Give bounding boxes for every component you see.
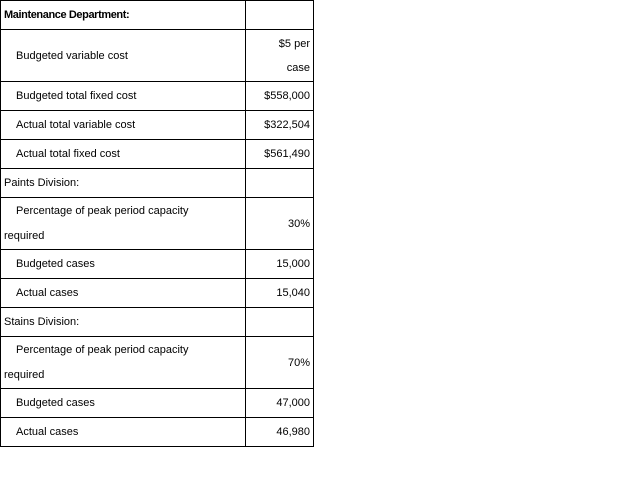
empty-cell <box>246 1 314 30</box>
empty-cell <box>246 169 314 198</box>
table-row <box>1 169 314 198</box>
paints-division-header: Paints Division: <box>1 169 246 198</box>
stains-capacity-percentage-value: 70% <box>246 337 314 389</box>
actual-total-fixed-cost-value: $561,490 <box>246 140 314 169</box>
stains-capacity-label-line2: required <box>4 368 45 381</box>
stains-capacity-percentage-label <box>1 337 246 389</box>
actual-total-fixed-cost-label: Actual total fixed cost <box>1 140 246 169</box>
stains-budgeted-cases-value: 47,000 <box>246 389 314 418</box>
table-row <box>1 198 314 250</box>
maintenance-department-header: Maintenance Department: <box>1 1 246 30</box>
budgeted-variable-cost-value-line1: $5 per <box>278 37 310 50</box>
table-row <box>1 389 314 418</box>
table-row <box>1 279 314 308</box>
cost-data-table <box>0 0 314 447</box>
stains-budgeted-cases-label: Budgeted cases <box>1 389 246 418</box>
table-row <box>1 337 314 389</box>
paints-budgeted-cases-label: Budgeted cases <box>1 250 246 279</box>
stains-capacity-label-line1: Percentage of peak period capacity <box>16 343 189 356</box>
budgeted-variable-cost-value <box>246 30 314 82</box>
actual-total-variable-cost-label: Actual total variable cost <box>1 111 246 140</box>
table-row <box>1 82 314 111</box>
budgeted-total-fixed-cost-value: $558,000 <box>246 82 314 111</box>
stains-actual-cases-label: Actual cases <box>1 418 246 447</box>
empty-cell <box>246 308 314 337</box>
table-row <box>1 418 314 447</box>
table-row <box>1 140 314 169</box>
paints-capacity-percentage-value: 30% <box>246 198 314 250</box>
actual-total-variable-cost-value: $322,504 <box>246 111 314 140</box>
stains-actual-cases-value: 46,980 <box>246 418 314 447</box>
table-row <box>1 30 314 82</box>
budgeted-variable-cost-label: Budgeted variable cost <box>1 30 246 82</box>
paints-capacity-label-line1: Percentage of peak period capacity <box>16 204 189 217</box>
paints-actual-cases-value: 15,040 <box>246 279 314 308</box>
paints-capacity-label-line2: required <box>4 229 45 242</box>
budgeted-variable-cost-value-line2: case <box>286 61 310 74</box>
table-row <box>1 308 314 337</box>
paints-actual-cases-label: Actual cases <box>1 279 246 308</box>
table-row <box>1 250 314 279</box>
paints-capacity-percentage-label <box>1 198 246 250</box>
table-row <box>1 1 314 30</box>
paints-budgeted-cases-value: 15,000 <box>246 250 314 279</box>
budgeted-total-fixed-cost-label: Budgeted total fixed cost <box>1 82 246 111</box>
stains-division-header: Stains Division: <box>1 308 246 337</box>
table-row <box>1 111 314 140</box>
